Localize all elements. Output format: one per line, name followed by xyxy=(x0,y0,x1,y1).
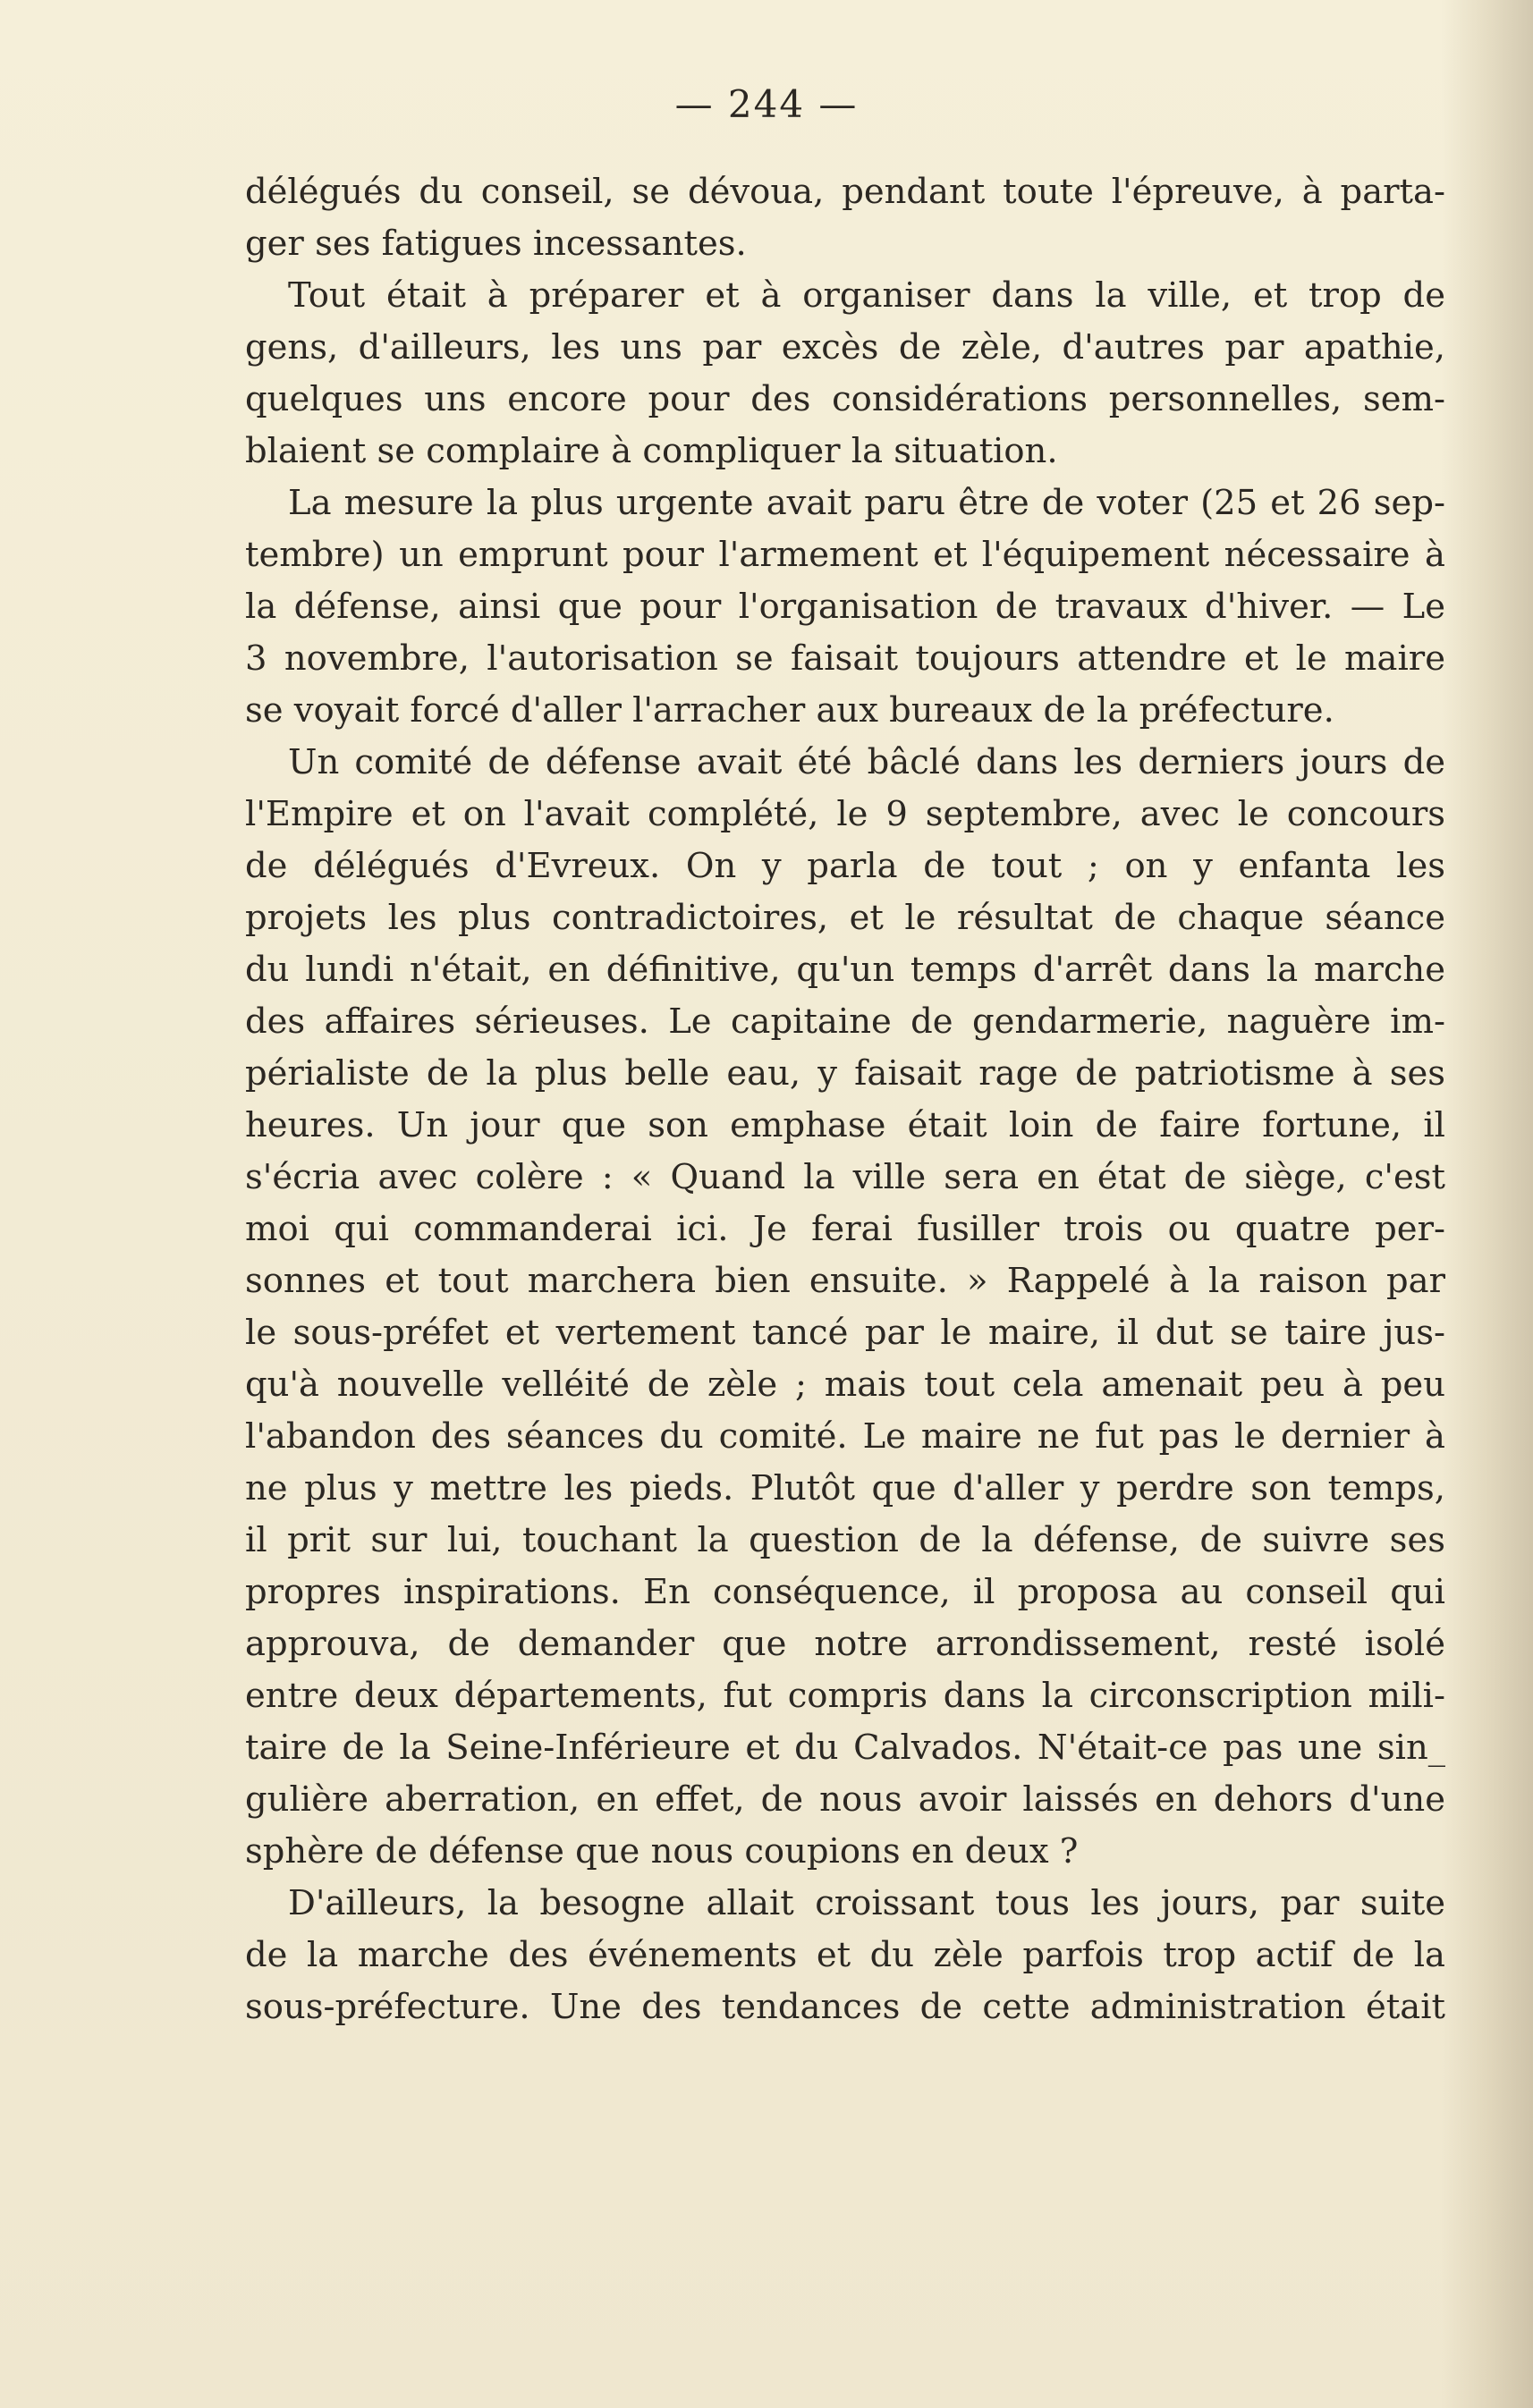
text-line: projets les plus contradictoires, et le résultat de chaque séance xyxy=(245,898,1445,938)
text-line: sphère de défense que nous coupions en deux ? xyxy=(245,1831,1079,1871)
text-line: sous-préfecture. Une des tendances de cette administration était xyxy=(245,1987,1445,2027)
text-line: blaient se complaire à compliquer la situation. xyxy=(245,431,1058,471)
text-line: gens, d'ailleurs, les uns par excès de zèle, d'autres par apathie, xyxy=(245,327,1445,368)
text-line: la défense, ainsi que pour l'organisation de travaux d'hiver. — Le xyxy=(245,587,1445,627)
text-line: propres inspirations. En conséquence, il proposa au conseil qui xyxy=(245,1572,1445,1612)
text-line: heures. Un jour que son emphase était loin de faire fortune, il xyxy=(245,1105,1445,1145)
text-line: l'Empire et on l'avait complété, le 9 septembre, avec le concours xyxy=(245,794,1445,834)
text-line: gulière aberration, en effet, de nous avoir laissés en dehors d'une xyxy=(245,1779,1445,1820)
text-line: l'abandon des séances du comité. Le maire ne fut pas le dernier à xyxy=(245,1416,1445,1457)
text-line: de délégués d'Evreux. On y parla de tout ; on y enfanta les xyxy=(245,846,1445,886)
text-line: Tout était à préparer et à organiser dans la ville, et trop de xyxy=(288,275,1445,316)
text-line: s'écria avec colère : « Quand la ville sera en état de siège, c'est xyxy=(245,1157,1445,1197)
text-line: approuva, de demander que notre arrondissement, resté isolé xyxy=(245,1624,1445,1664)
text-line: du lundi n'était, en définitive, qu'un temps d'arrêt dans la marche xyxy=(245,950,1445,990)
text-line: des affaires sérieuses. Le capitaine de gendarmerie, naguère im- xyxy=(245,1001,1445,1042)
text-line: il prit sur lui, touchant la question de la défense, de suivre ses xyxy=(245,1520,1445,1560)
text-line: délégués du conseil, se dévoua, pendant toute l'épreuve, à parta- xyxy=(245,172,1445,212)
text-line: 3 novembre, l'autorisation se faisait toujours attendre et le maire xyxy=(245,638,1445,679)
text-line: de la marche des événements et du zèle parfois trop actif de la xyxy=(245,1935,1445,1975)
text-line: moi qui commanderai ici. Je ferai fusiller trois ou quatre per- xyxy=(245,1209,1445,1249)
text-line: qu'à nouvelle velléité de zèle ; mais tout cela amenait peu à peu xyxy=(245,1365,1445,1405)
text-line: entre deux départements, fut compris dans la circonscription mili- xyxy=(245,1676,1445,1716)
page-number: — 244 — xyxy=(674,82,859,126)
text-line: ne plus y mettre les pieds. Plutôt que d'aller y perdre son temps, xyxy=(245,1468,1445,1508)
text-line: sonnes et tout marchera bien ensuite. » Rappelé à la raison par xyxy=(245,1261,1445,1301)
text-line: Un comité de défense avait été bâclé dans les derniers jours de xyxy=(288,742,1445,782)
text-line: se voyait forcé d'aller l'arracher aux bureaux de la préfecture. xyxy=(245,690,1334,731)
body-text xyxy=(245,166,1445,2033)
text-line: le sous-préfet et vertement tancé par le maire, il dut se taire jus- xyxy=(245,1313,1445,1353)
text-line: D'ailleurs, la besogne allait croissant tous les jours, par suite xyxy=(288,1883,1445,1923)
text-line: taire de la Seine-Inférieure et du Calvados. N'était-ce pas une sin_ xyxy=(245,1728,1445,1768)
text-line: La mesure la plus urgente avait paru être de voter (25 et 26 sep- xyxy=(288,483,1445,523)
text-line: périaliste de la plus belle eau, y faisait rage de patriotisme à ses xyxy=(245,1053,1445,1094)
text-line: ger ses fatigues incessantes. xyxy=(245,224,747,264)
text-line: quelques uns encore pour des considérations personnelles, sem- xyxy=(245,379,1445,419)
text-line: tembre) un emprunt pour l'armement et l'équipement nécessaire à xyxy=(245,535,1445,575)
